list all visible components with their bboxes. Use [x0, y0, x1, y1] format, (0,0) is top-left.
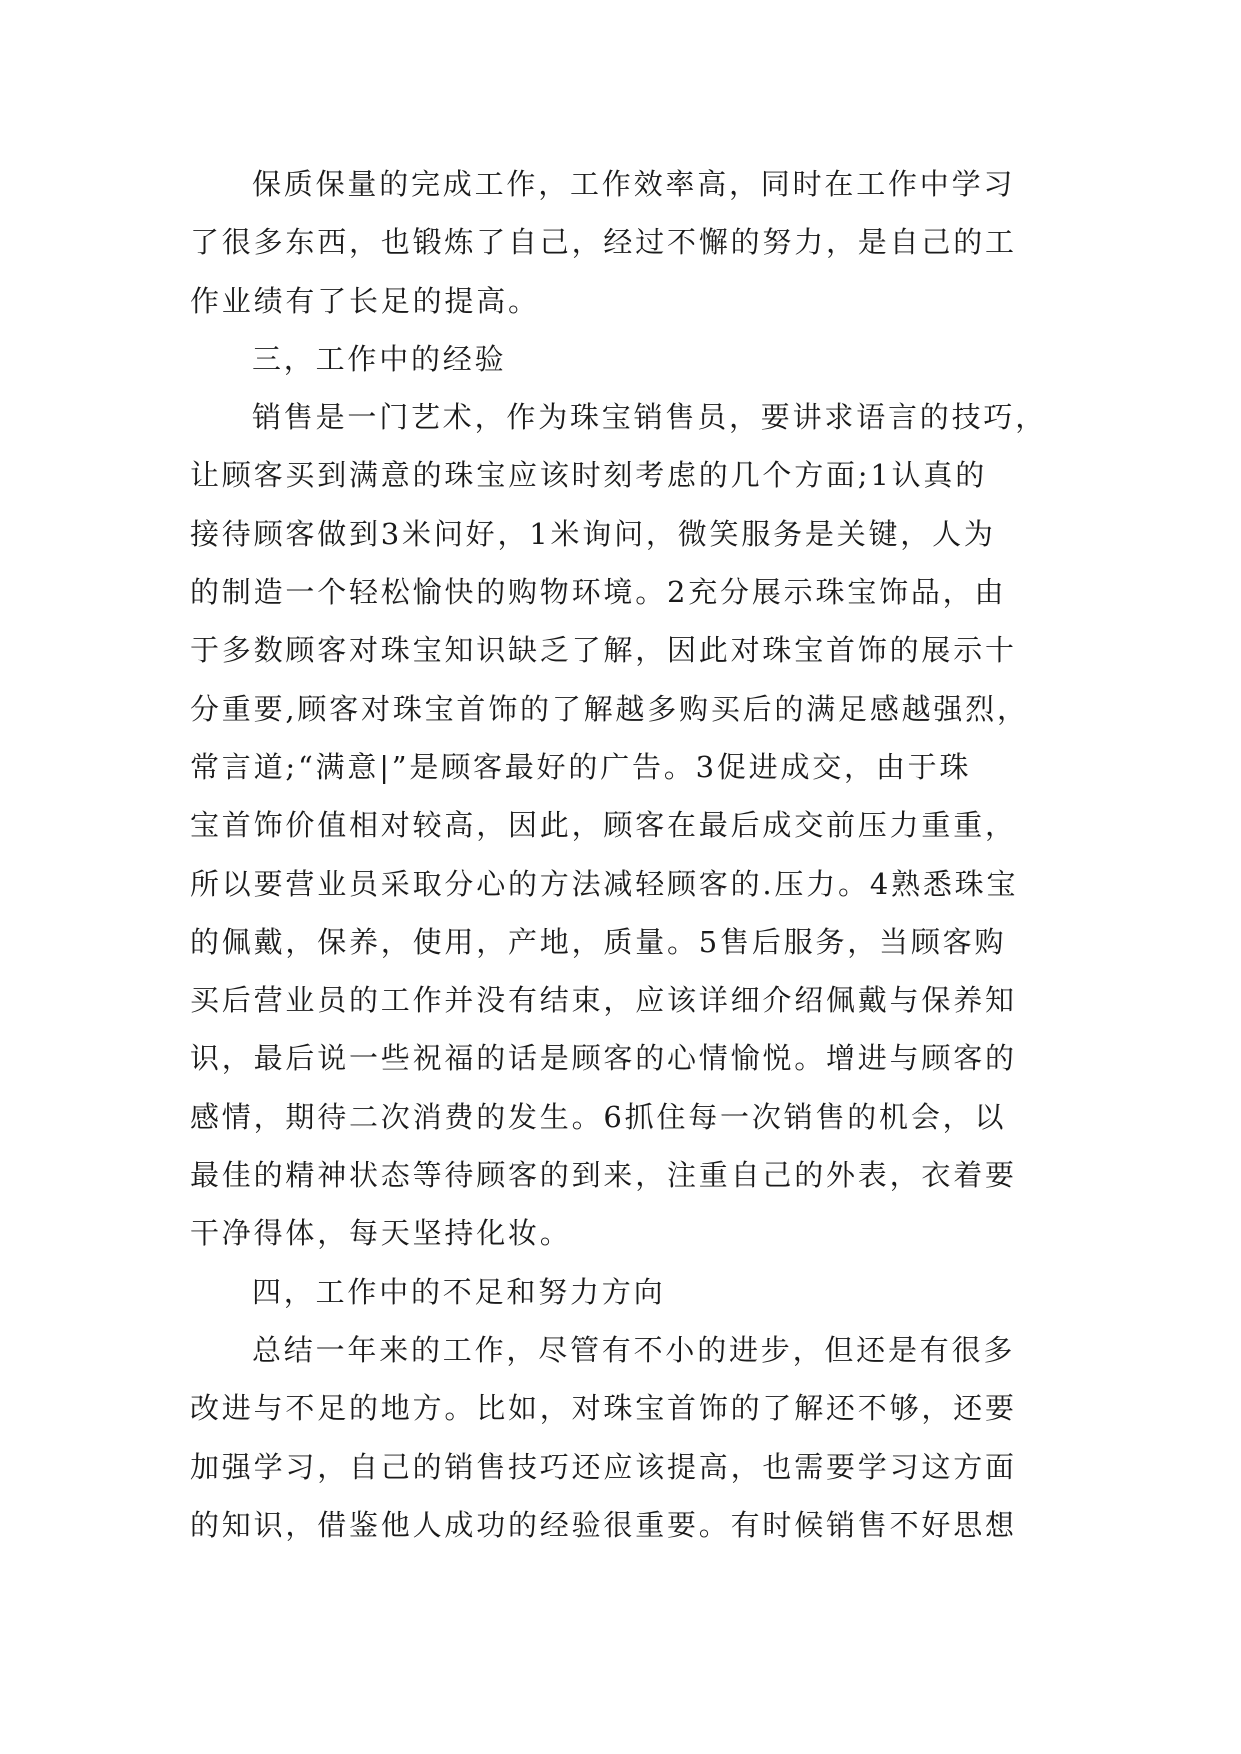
text-line: 宝首饰价值相对较高，因此，顾客在最后成交前压力重重， — [190, 808, 1017, 843]
text-line: 最佳的精神状态等待顾客的到来，注重自己的外表，衣着要 — [190, 1158, 1017, 1193]
text-line: 感情，期待二次消费的发生。6抓住每一次销售的机会，以 — [190, 1099, 1007, 1134]
text-line: 改进与不足的地方。比如，对珠宝首饰的了解还不够，还要 — [190, 1391, 1017, 1426]
document-body — [190, 155, 1050, 1554]
text-line: 让顾客买到满意的珠宝应该时刻考虑的几个方面;1认真的 — [190, 458, 988, 493]
text-line: 接待顾客做到3米问好，1米询问，微笑服务是关键，人为 — [190, 516, 996, 551]
section-heading: 三，工作中的经验 — [252, 341, 507, 376]
text-line: 干净得体，每天坚持化妆。 — [190, 1216, 572, 1251]
text-line: 的佩戴，保养，使用，产地，质量。5售后服务，当顾客购 — [190, 924, 1007, 959]
text-line: 总结一年来的工作，尽管有不小的进步，但还是有很多 — [252, 1332, 1016, 1367]
text-line: 买后营业员的工作并没有结束，应该详细介绍佩戴与保养知 — [190, 983, 1017, 1018]
text-line: 作业绩有了长足的提高。 — [190, 283, 540, 318]
text-line: 加强学习，自己的销售技巧还应该提高，也需要学习这方面 — [190, 1449, 1017, 1484]
text-line: 分重要,顾客对珠宝首饰的了解越多购买后的满足感越强烈， — [190, 691, 1029, 726]
text-line: 所以要营业员采取分心的方法减轻顾客的.压力。4熟悉珠宝 — [190, 866, 1019, 901]
text-line: 于多数顾客对珠宝知识缺乏了解，因此对珠宝首饰的展示十 — [190, 633, 1017, 668]
text-line: 识，最后说一些祝福的话是顾客的心情愉悦。增进与顾客的 — [190, 1041, 1017, 1076]
text-line: 的制造一个轻松愉快的购物环境。2充分展示珠宝饰品，由 — [190, 575, 1007, 610]
text-line: 了很多东西，也锻炼了自己，经过不懈的努力，是自己的工 — [190, 225, 1017, 260]
text-line: 的知识，借鉴他人成功的经验很重要。有时候销售不好思想 — [190, 1507, 1017, 1542]
text-line: 常言道;“满意|”是顾客最好的广告。3促进成交，由于珠 — [190, 749, 972, 784]
text-line: 保质保量的完成工作，工作效率高，同时在工作中学习 — [252, 167, 1016, 201]
text-line: 销售是一门艺术，作为珠宝销售员，要讲求语言的技巧， — [252, 400, 1048, 435]
section-heading: 四，工作中的不足和努力方向 — [252, 1274, 666, 1309]
